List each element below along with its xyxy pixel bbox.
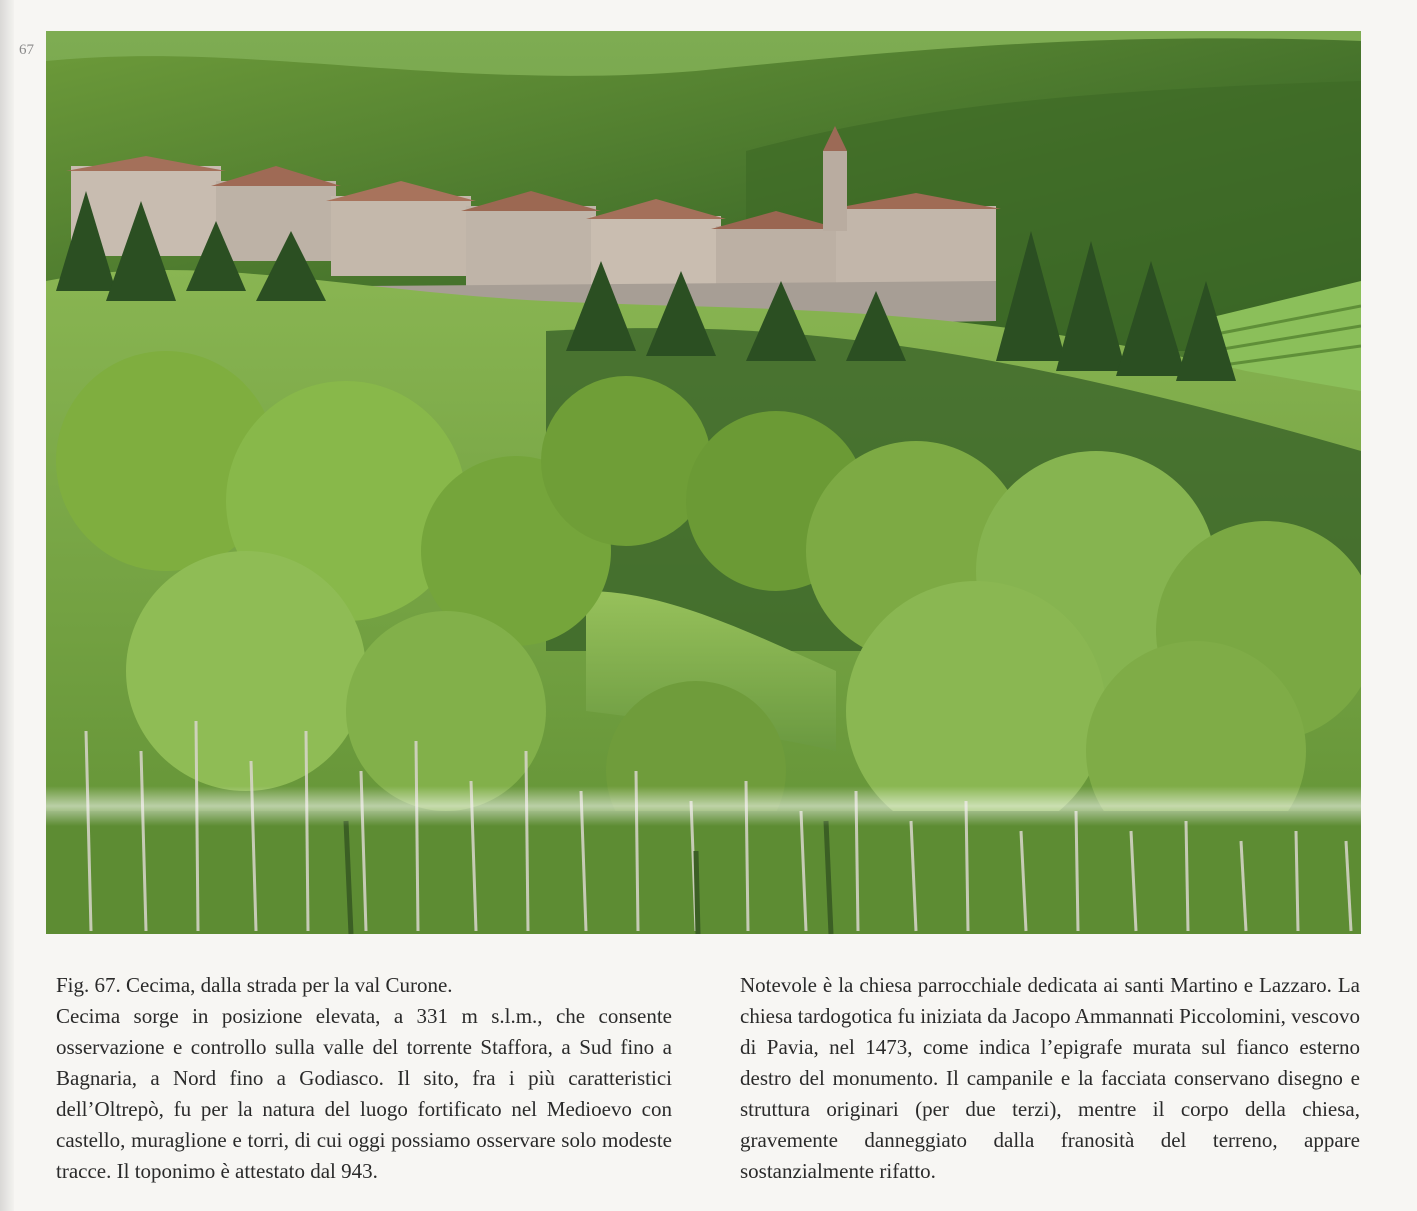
- page-gutter-shadow: [0, 0, 14, 1211]
- photo-illustration: [46, 31, 1361, 934]
- figure-caption-body-right: Notevole è la chiesa parrocchiale dedicata ai santi Martino e Lazzaro. La chiesa tardogotica fu iniziata da Jacopo Ammannati Piccolomini, vescovo di Pavia, nel 1473, come indica l’epigrafe murata sul fianco esterno destro del monumento. Il campanile e la facciata conservano disegno e struttura originari (per due terzi), mentre il corpo della chiesa, gravemente danneggiato dalla franosità del terreno, appare sostanzialmente rifatto.: [740, 973, 1360, 1183]
- page-number: 67: [19, 42, 34, 58]
- figure-caption-body-left: Cecima sorge in posizione elevata, a 331 m s.l.m., che consente osservazione e controllo sulla valle del torrente Staffora, a Sud fino a Bagnaria, a Nord fino a Godiasco. Il sito, fra i più caratteristici dell’Oltrepò, fu per la natura del luogo fortificato nel Medioevo con castello, muraglione e torri, di cui oggi possiamo osservare solo modeste tracce. Il toponimo è attestato dal 943.: [56, 1004, 672, 1183]
- figure-caption-title: Fig. 67. Cecima, dalla strada per la val Curone.: [56, 973, 453, 997]
- landscape-photo: [46, 31, 1361, 934]
- caption-right-column: [740, 970, 1360, 1187]
- caption-left-column: [56, 970, 672, 1187]
